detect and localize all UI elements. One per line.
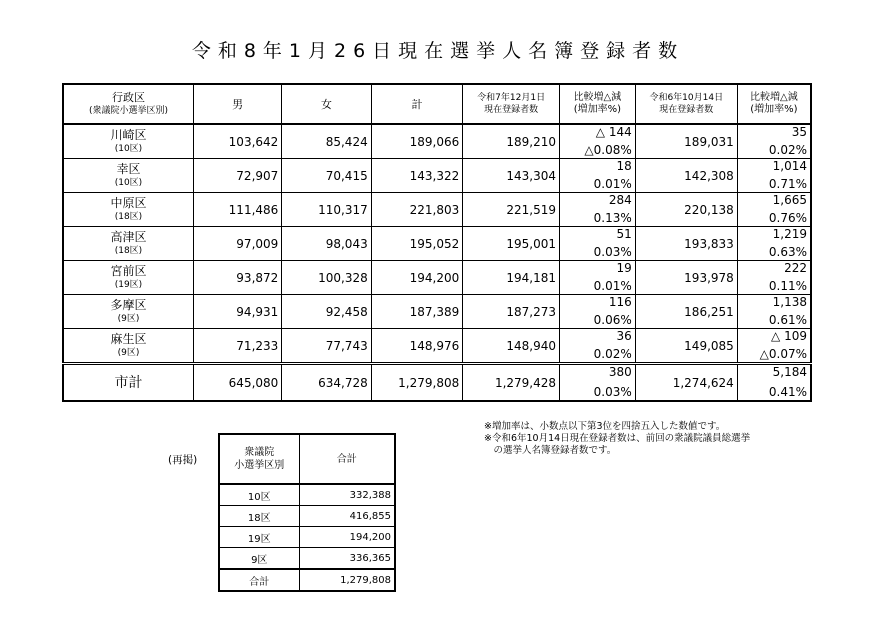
sub-sum-label: 合計 [219, 569, 299, 591]
previous-registered-cell: 142,308 [635, 159, 737, 193]
sub-district-cell: 19区 [219, 527, 299, 548]
diff-current-cell: 36 0.02% [560, 329, 636, 364]
previous-registered-cell: 220,138 [635, 193, 737, 227]
diff-previous-cell: 222 0.11% [737, 261, 811, 295]
total-cell: 187,389 [371, 295, 463, 329]
sub-sum-value: 1,279,808 [299, 569, 395, 591]
sub-header-total: 合計 [299, 434, 395, 484]
current-registered-total: 1,279,428 [463, 364, 560, 402]
footnotes [484, 421, 750, 457]
total-cell: 194,200 [371, 261, 463, 295]
current-registered-cell: 189,210 [463, 124, 560, 159]
female-cell: 100,328 [282, 261, 371, 295]
male-cell: 94,931 [193, 295, 281, 329]
district-cell: 多摩区 (9区) [63, 295, 193, 329]
sub-table-row [219, 548, 395, 570]
diff-previous-cell: 1,138 0.61% [737, 295, 811, 329]
diff-previous-cell: 1,219 0.63% [737, 227, 811, 261]
male-cell: 93,872 [193, 261, 281, 295]
previous-registered-cell: 193,833 [635, 227, 737, 261]
sub-district-cell: 9区 [219, 548, 299, 570]
header-previous-registered: 令和6年10月14日 現在登録者数 [635, 84, 737, 124]
male-cell: 97,009 [193, 227, 281, 261]
current-registered-cell: 148,940 [463, 329, 560, 364]
grand-total: 1,279,808 [371, 364, 463, 402]
current-registered-cell: 195,001 [463, 227, 560, 261]
male-total: 645,080 [193, 364, 281, 402]
city-total-row [63, 364, 811, 402]
table-header-row [63, 84, 811, 124]
sub-value-cell: 336,365 [299, 548, 395, 570]
table-row [63, 261, 811, 295]
sub-value-cell: 194,200 [299, 527, 395, 548]
diff-current-cell: 19 0.01% [560, 261, 636, 295]
male-cell: 103,642 [193, 124, 281, 159]
diff-previous-cell: 1,014 0.71% [737, 159, 811, 193]
female-cell: 85,424 [282, 124, 371, 159]
header-female: 女 [282, 84, 371, 124]
header-male: 男 [193, 84, 281, 124]
district-cell: 川崎区 (10区) [63, 124, 193, 159]
district-cell: 高津区 (18区) [63, 227, 193, 261]
sub-table-row [219, 484, 395, 506]
district-cell: 中原区 (18区) [63, 193, 193, 227]
district-cell: 麻生区 (9区) [63, 329, 193, 364]
total-cell: 143,322 [371, 159, 463, 193]
previous-registered-cell: 149,085 [635, 329, 737, 364]
district-cell: 幸区 (10区) [63, 159, 193, 193]
total-cell: 221,803 [371, 193, 463, 227]
total-cell: 148,976 [371, 329, 463, 364]
diff-previous-cell: 1,665 0.76% [737, 193, 811, 227]
current-registered-cell: 221,519 [463, 193, 560, 227]
diff-current-cell: 116 0.06% [560, 295, 636, 329]
district-cell: 宮前区 (19区) [63, 261, 193, 295]
registered-voters-table [62, 83, 812, 402]
header-current-registered: 令和7年12月1日 現在登録者数 [463, 84, 560, 124]
male-cell: 71,233 [193, 329, 281, 364]
diff-current-cell: 51 0.03% [560, 227, 636, 261]
sub-district-cell: 18区 [219, 506, 299, 527]
current-registered-cell: 194,181 [463, 261, 560, 295]
sub-header-district: 衆議院 小選挙区別 [219, 434, 299, 484]
total-cell: 195,052 [371, 227, 463, 261]
sub-district-cell: 10区 [219, 484, 299, 506]
table-row [63, 124, 811, 159]
single-member-district-table [218, 433, 396, 592]
diff-current-cell: 284 0.13% [560, 193, 636, 227]
sub-value-cell: 416,855 [299, 506, 395, 527]
female-cell: 98,043 [282, 227, 371, 261]
city-total-label: 市計 [63, 364, 193, 402]
footnote: ※令和6年10月14日現在登録者数は、前回の衆議院議員総選挙 [484, 433, 751, 444]
table-row [63, 329, 811, 364]
table-row [63, 193, 811, 227]
total-cell: 189,066 [371, 124, 463, 159]
male-cell: 72,907 [193, 159, 281, 193]
table-row [63, 159, 811, 193]
current-registered-cell: 143,304 [463, 159, 560, 193]
sub-table-row [219, 527, 395, 548]
female-cell: 70,415 [282, 159, 371, 193]
sub-value-cell: 332,388 [299, 484, 395, 506]
diff-current-total: 380 0.03% [560, 364, 636, 402]
sub-table-row [219, 506, 395, 527]
previous-registered-cell: 189,031 [635, 124, 737, 159]
female-total: 634,728 [282, 364, 371, 402]
sub-table-sum-row [219, 569, 395, 591]
diff-previous-total: 5,184 0.41% [737, 364, 811, 402]
diff-current-cell: △ 144 △0.08% [560, 124, 636, 159]
table-row [63, 227, 811, 261]
page-title: 令和8年1月26日現在選挙人名簿登録者数 [191, 40, 685, 62]
previous-registered-cell: 186,251 [635, 295, 737, 329]
current-registered-cell: 187,273 [463, 295, 560, 329]
header-total: 計 [371, 84, 463, 124]
male-cell: 111,486 [193, 193, 281, 227]
previous-registered-cell: 193,978 [635, 261, 737, 295]
footnote: の選挙人名簿登録者数です。 [484, 445, 617, 456]
footnote: ※増加率は、小数点以下第3位を四捨五入した数値です。 [484, 421, 726, 432]
header-diff-previous: 比較増△減 (増加率%) [737, 84, 811, 124]
sub-table-header-row [219, 434, 395, 484]
female-cell: 92,458 [282, 295, 371, 329]
diff-previous-cell: △ 109 △0.07% [737, 329, 811, 364]
diff-previous-cell: 35 0.02% [737, 124, 811, 159]
repost-label: (再掲) [168, 454, 198, 466]
diff-current-cell: 18 0.01% [560, 159, 636, 193]
female-cell: 110,317 [282, 193, 371, 227]
previous-registered-total: 1,274,624 [635, 364, 737, 402]
female-cell: 77,743 [282, 329, 371, 364]
header-district: 行政区 (衆議院小選挙区別) [63, 84, 193, 124]
header-diff-current: 比較増△減 (増加率%) [560, 84, 636, 124]
table-row [63, 295, 811, 329]
